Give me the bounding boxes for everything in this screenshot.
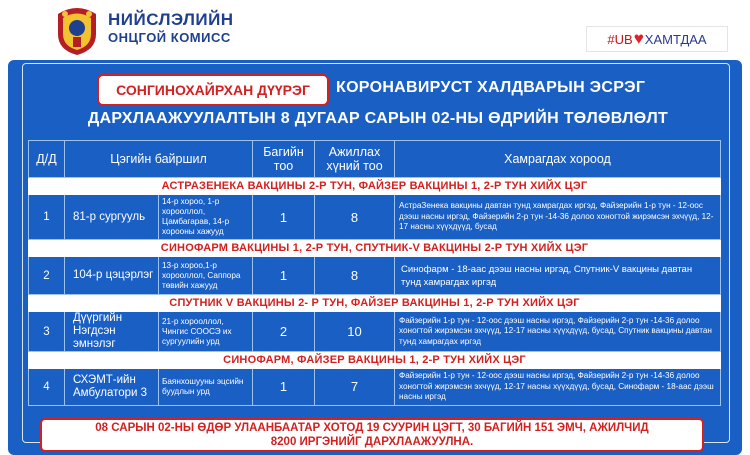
location-name: СХЭМТ-ийн Амбулатори 3 <box>65 369 159 406</box>
team-count: 1 <box>253 369 315 406</box>
section-heading-row <box>29 295 721 312</box>
hashtag-suffix: ХАМТДАА <box>644 31 707 47</box>
summary-banner <box>40 418 704 452</box>
table-row <box>29 195 721 240</box>
summary-line-2: 8200 ИРГЭНИЙГ ДАРХЛААЖУУЛНА. <box>270 436 474 448</box>
team-count: 1 <box>253 195 315 240</box>
org-name: НИЙСЛЭЛИЙН <box>108 10 234 29</box>
section-heading: СПУТНИК V ВАКЦИНЫ 2- Р ТУН, ФАЙЗЕР ВАКЦИНЫ 1, 2-Р ТУН ХИЙХ ЦЭГ <box>29 295 721 312</box>
location-name: 104-р цэцэрлэг <box>65 257 159 295</box>
table-row <box>29 369 721 406</box>
row-number: 1 <box>29 195 65 240</box>
row-number: 4 <box>29 369 65 406</box>
coverage-text: Файзерийн 1-р тун - 12-оос дээш насны иргэд, Файзерийн 2-р тун -14-36 долоо хоногтой жирэмсэн эхчүүд, 12-17 насны хүүхдүүд, бусад, Спутник вакцины давтан тунд хамрагдах иргэд <box>395 312 721 352</box>
schedule-table <box>28 140 721 406</box>
location-name: 81-р сургууль <box>65 195 159 240</box>
heart-icon: ♥ <box>633 29 644 48</box>
staff-count: 8 <box>315 195 395 240</box>
col-header-num: Д/Д <box>29 141 65 178</box>
col-header-teams: Багийн тоо <box>253 141 315 178</box>
title-line-2: ДАРХЛААЖУУЛАЛТЫН 8 ДУГААР САРЫН 02-НЫ ӨДРИЙН ТӨЛӨВЛӨЛТ <box>87 110 669 127</box>
col-header-staff: Ажиллах хүний тоо <box>315 141 395 178</box>
city-emblem-icon <box>52 4 102 56</box>
col-header-location: Цэгийн байршил <box>65 141 253 178</box>
title-line-1: КОРОНАВИРУСТ ХАЛДВАРЫН ЭСРЭГ <box>336 79 646 96</box>
district-badge: СОНГИНОХАЙРХАН ДҮҮРЭГ <box>97 74 329 106</box>
col-header-coverage: Хамрагдах хороод <box>395 141 721 178</box>
coverage-text: Синофарм - 18-аас дээш насны иргэд, Спутник-V вакцины давтан тунд хамрагдах иргэд <box>395 257 721 295</box>
top-bar <box>0 0 750 58</box>
table-row <box>29 312 721 352</box>
location-detail: 13-р хороо,1-р хорооллол, Саппора төвийн хажууд <box>159 257 253 295</box>
section-heading: СИНОФАРМ ВАКЦИНЫ 1, 2-Р ТУН, СПУТНИК-V ВАКЦИНЫ 2-Р ТУН ХИЙХ ЦЭГ <box>29 240 721 257</box>
section-heading-row <box>29 352 721 369</box>
hashtag-prefix: #UB <box>607 31 633 47</box>
team-count: 1 <box>253 257 315 295</box>
summary-line-1: 08 САРЫН 02-НЫ ӨДӨР УЛААНБААТАР ХОТОД 19 СУУРИН ЦЭГТ, 30 БАГИЙН 151 ЭМЧ, АЖИЛЧИД <box>95 422 649 434</box>
row-number: 3 <box>29 312 65 352</box>
coverage-text: Файзерийн 1-р тун - 12-оос дээш насны иргэд, Файзерийн 2-р тун -14-36 долоо хоногтой жирэмсэн эхчүүд, 12-17 насны хүүхдүүд, бусад, Синофарм - 18-аас дээш насны иргэд <box>395 369 721 406</box>
location-detail: Баянхошууны эцсийн буудлын урд <box>159 369 253 406</box>
section-heading: СИНОФАРМ, ФАЙЗЕР ВАКЦИНЫ 1, 2-Р ТУН ХИЙХ ЦЭГ <box>29 352 721 369</box>
staff-count: 7 <box>315 369 395 406</box>
location-name: Дүүргийн Нэгдсэн эмнэлэг <box>65 312 159 352</box>
table-row <box>29 257 721 295</box>
section-heading: АСТРАЗЕНЕКА ВАКЦИНЫ 2-Р ТУН, ФАЙЗЕР ВАКЦИНЫ 1, 2-Р ТУН ХИЙХ ЦЭГ <box>29 178 721 195</box>
section-heading-row <box>29 178 721 195</box>
staff-count: 10 <box>315 312 395 352</box>
staff-count: 8 <box>315 257 395 295</box>
location-detail: 14-р хороо, 1-р хорооллол, Цамбагарав, 14-р хорооны хажууд <box>159 195 253 240</box>
hashtag-badge <box>586 26 728 52</box>
location-detail: 21-р хорооллол, Чингис СООСЭ их сургуулийн урд <box>159 312 253 352</box>
team-count: 2 <box>253 312 315 352</box>
row-number: 2 <box>29 257 65 295</box>
org-subtitle: ОНЦГОЙ КОМИСС <box>108 30 231 45</box>
table-header-row <box>29 141 721 178</box>
section-heading-row <box>29 240 721 257</box>
coverage-text: АстраЗенека вакцины давтан тунд хамрагдах иргэд, Файзерийн 1-р тун - 12-оос дээш насны иргэд, Файзерийн 2-р тун -14-36 долоо хоногтой жирэмсэн эхчүүд, 12-17 насны хүүхдүүд, бусад <box>395 195 721 240</box>
